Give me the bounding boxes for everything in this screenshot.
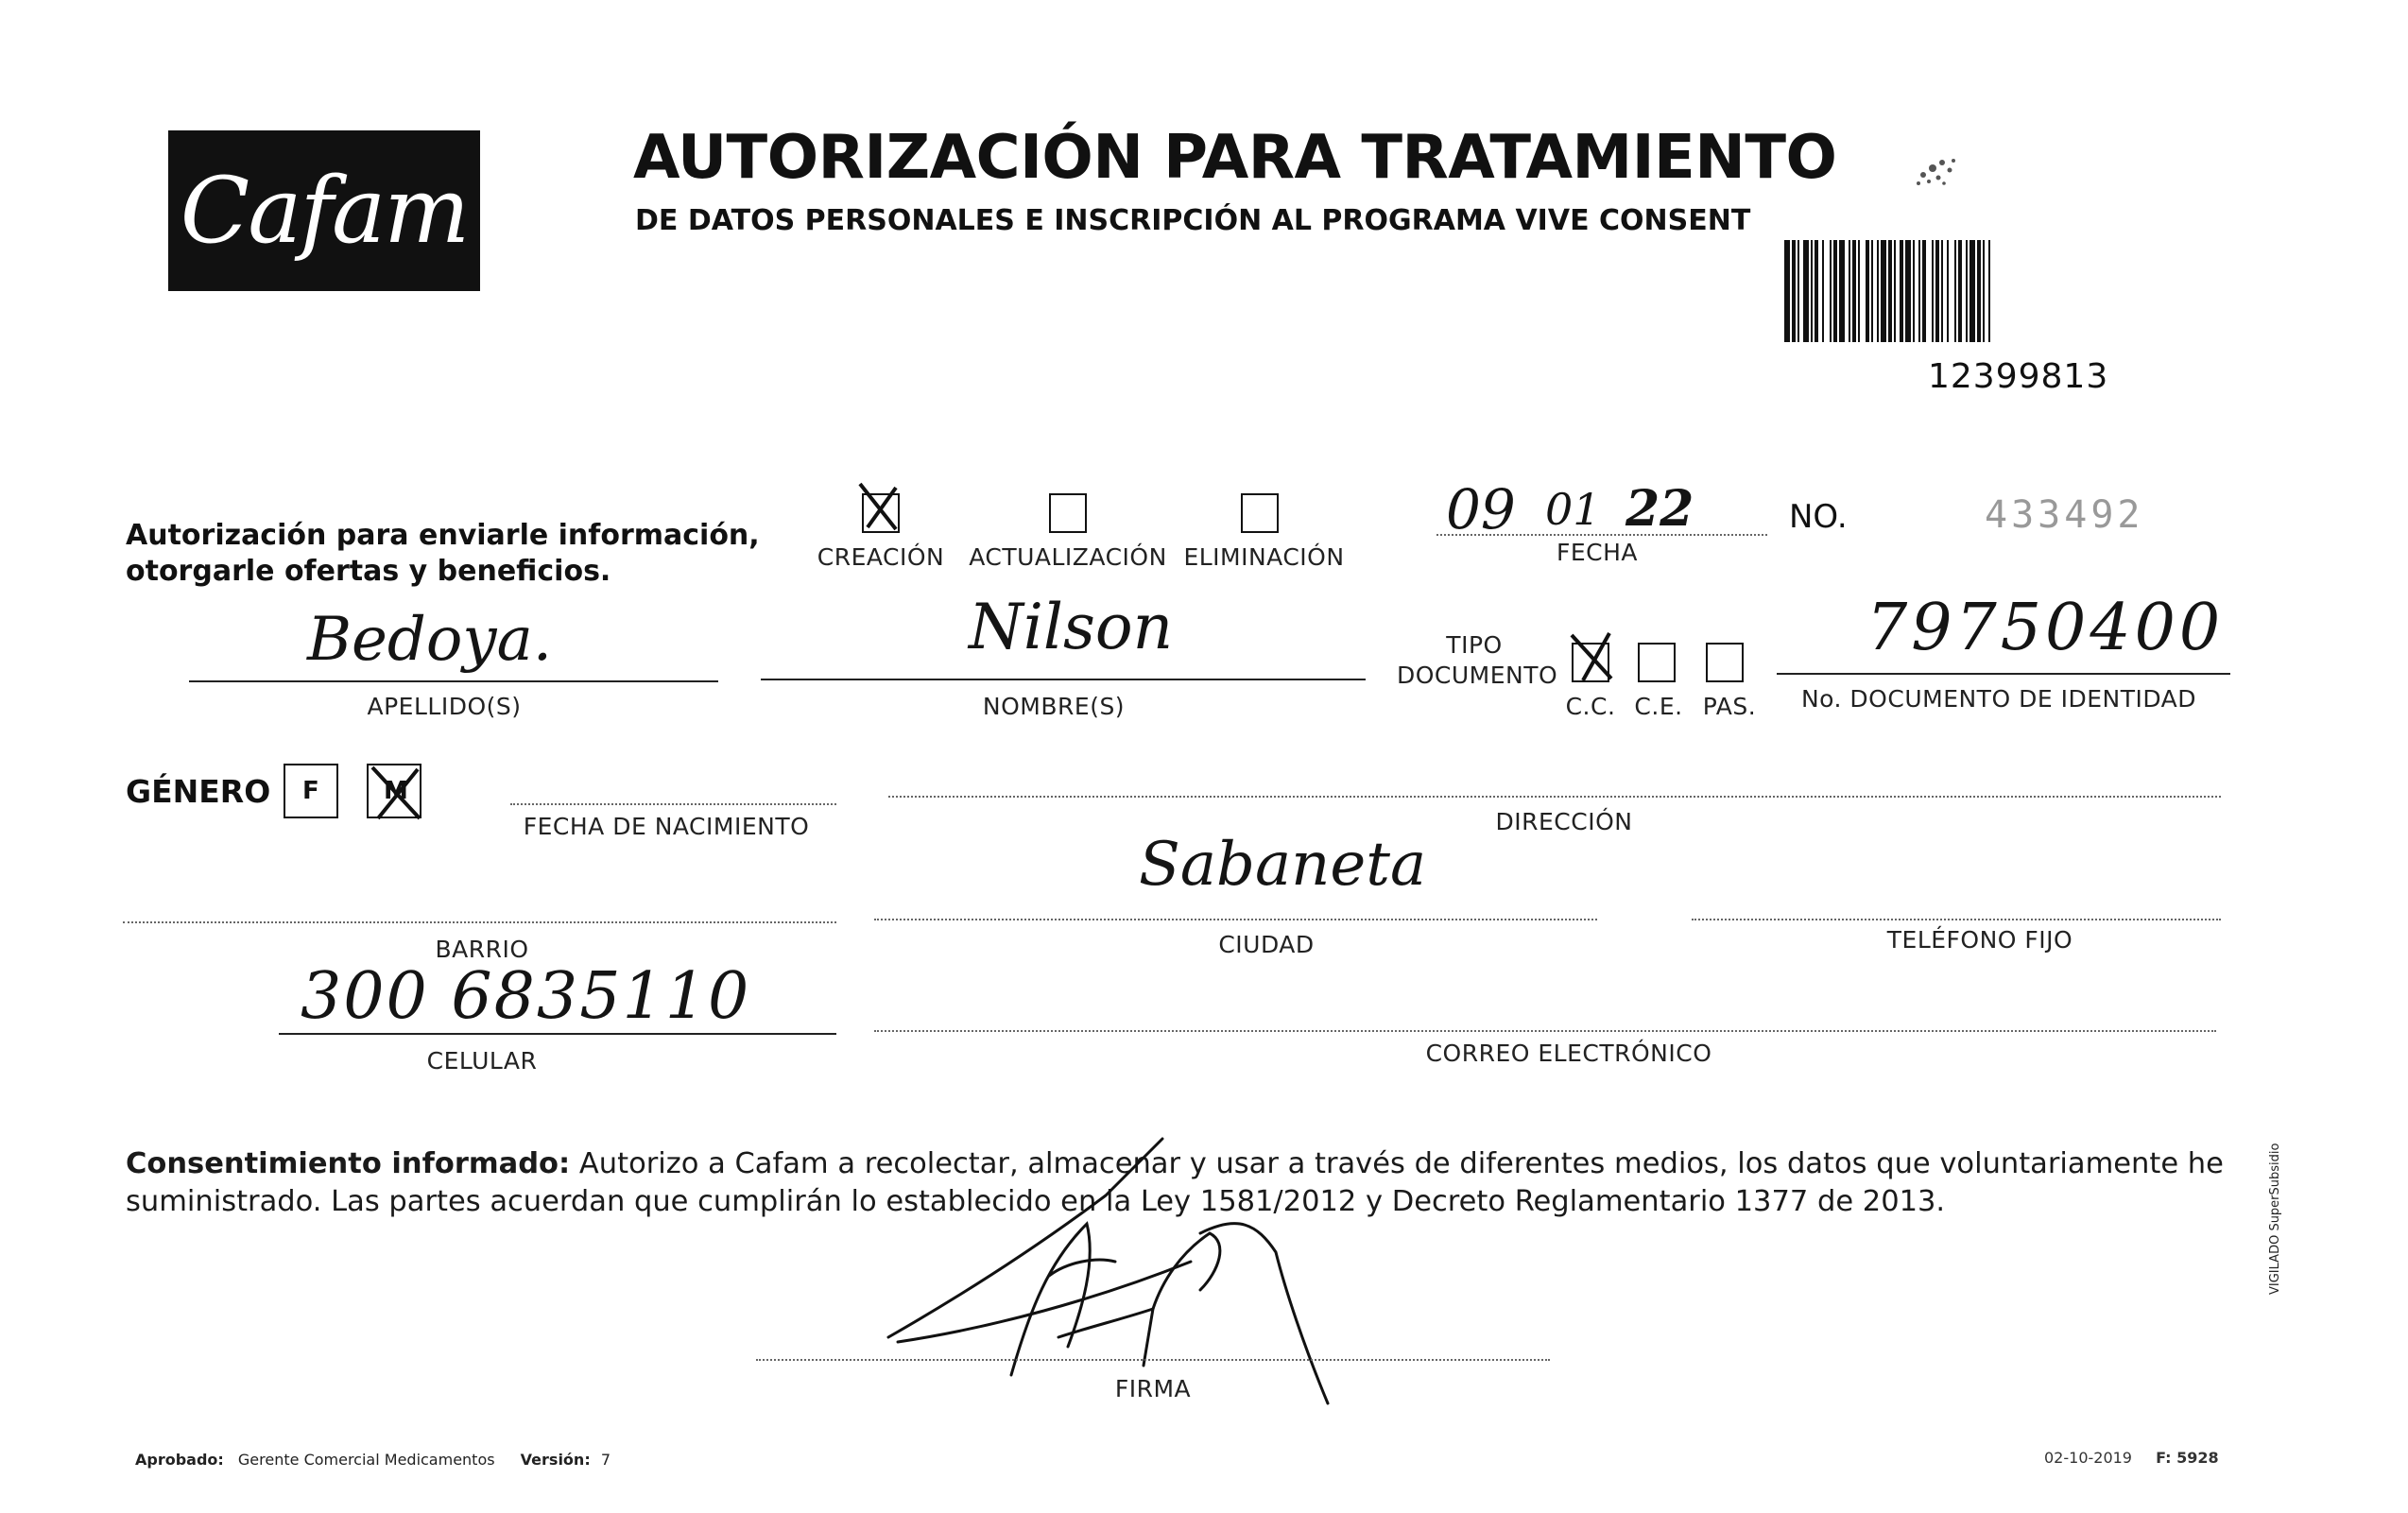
date-day: 09 xyxy=(1446,477,1516,542)
cc-checkbox[interactable] xyxy=(1572,643,1609,682)
barrio-label: BARRIO xyxy=(435,936,529,963)
ciudad-label: CIUDAD xyxy=(1218,931,1315,958)
fecha-nacimiento-line xyxy=(510,803,836,805)
consent-heading: Consentimiento informado: xyxy=(126,1147,571,1180)
stamp-smudge-icon xyxy=(1895,142,2008,198)
apellidos-line xyxy=(189,680,718,682)
aprobado-value: Gerente Comercial Medicamentos xyxy=(237,1451,495,1469)
pas-checkbox[interactable] xyxy=(1706,643,1744,682)
genero-f-label: F xyxy=(302,777,319,805)
genero-m-checkbox[interactable] xyxy=(367,764,421,818)
apellidos-value: Bedoya. xyxy=(307,605,553,675)
date-year: 22 xyxy=(1625,480,1694,538)
ce-checkbox[interactable] xyxy=(1638,643,1676,682)
telefono-fijo-line xyxy=(1692,919,2221,920)
footer-date: 02-10-2019 xyxy=(2044,1449,2132,1467)
correo-label: CORREO ELECTRÓNICO xyxy=(1425,1040,1712,1067)
genero-m-label: M xyxy=(384,777,408,805)
footer-approval xyxy=(135,1451,611,1469)
nombres-value: Nilson xyxy=(969,591,1174,663)
logo-text: Cafam xyxy=(180,158,469,264)
eliminacion-checkbox[interactable] xyxy=(1241,493,1279,533)
date-month: 01 xyxy=(1545,484,1601,535)
barrio-line xyxy=(123,921,836,923)
ciudad-line xyxy=(874,919,1597,920)
apellidos-label: APELLIDO(S) xyxy=(367,693,522,720)
document-subtitle: DE DATOS PERSONALES E INSCRIPCIÓN AL PROGRAMA VIVE CONSENT xyxy=(635,204,1751,237)
tipo-documento-label-1: TIPO xyxy=(1446,631,1503,659)
celular-line xyxy=(279,1033,836,1035)
signature-scribble-icon xyxy=(879,1120,1351,1413)
footer-code xyxy=(2044,1449,2219,1467)
fecha-nacimiento-label: FECHA DE NACIMIENTO xyxy=(523,813,810,840)
cc-label: C.C. xyxy=(1565,693,1616,720)
creacion-checkbox[interactable] xyxy=(862,493,900,533)
telefono-fijo-label: TELÉFONO FIJO xyxy=(1886,926,2073,954)
version-label: Versión: xyxy=(520,1451,591,1469)
vigilado-note: VIGILADO SuperSubsidio xyxy=(2268,1143,2282,1295)
correo-line xyxy=(874,1030,2216,1032)
date-label: FECHA xyxy=(1556,539,1639,566)
barcode-icon xyxy=(1784,240,2172,342)
numero-documento-line xyxy=(1777,673,2230,675)
nombres-label: NOMBRE(S) xyxy=(982,693,1126,720)
genero-label: GÉNERO xyxy=(126,773,271,810)
tipo-documento-label-2: DOCUMENTO xyxy=(1397,662,1558,689)
consent-body: Autorizo a Cafam a recolectar, almacenar y usar a través de diferentes medios, los datos que voluntariamente he suministrado. Las partes acuerdan que cumplirán lo establecido en la Ley 1581/2012 y Decreto Reglamentario 1377 de 2013. xyxy=(126,1147,2224,1218)
barcode-number: 12399813 xyxy=(1928,357,2109,396)
firma-line xyxy=(756,1359,1550,1361)
direccion-label: DIRECCIÓN xyxy=(1495,808,1633,835)
authorization-intro xyxy=(126,518,787,590)
genero-f-checkbox[interactable] xyxy=(284,764,338,818)
actualizacion-checkbox[interactable] xyxy=(1049,493,1087,533)
number-label: NO. xyxy=(1789,498,1848,536)
nombres-line xyxy=(761,679,1366,680)
firma-label: FIRMA xyxy=(1114,1375,1192,1402)
version-value: 7 xyxy=(600,1451,611,1469)
cafam-logo xyxy=(168,130,480,291)
check-mark-icon xyxy=(369,765,423,820)
check-mark-icon xyxy=(858,482,896,522)
ce-label: C.E. xyxy=(1634,693,1683,720)
numero-documento-label: No. DOCUMENTO DE IDENTIDAD xyxy=(1800,685,2197,713)
celular-label: CELULAR xyxy=(426,1047,538,1075)
numero-documento-value: 79750400 xyxy=(1866,591,2225,665)
aprobado-label: Aprobado: xyxy=(135,1451,224,1469)
ciudad-value: Sabaneta xyxy=(1139,830,1427,900)
intro-line-2: otorgarle ofertas y beneficios. xyxy=(126,555,611,588)
actualizacion-label: ACTUALIZACIÓN xyxy=(969,543,1167,571)
intro-line-1: Autorización para enviarle información, xyxy=(126,519,760,552)
direccion-line xyxy=(888,796,2221,798)
creacion-label: CREACIÓN xyxy=(817,543,945,571)
check-mark-icon xyxy=(1570,631,1608,671)
celular-value: 300 6835110 xyxy=(301,959,751,1034)
document-title: AUTORIZACIÓN PARA TRATAMIENTO xyxy=(633,123,1837,193)
eliminacion-label: ELIMINACIÓN xyxy=(1183,543,1345,571)
form-code: F: 5928 xyxy=(2156,1449,2219,1467)
date-line xyxy=(1436,534,1767,536)
form-number: 433492 xyxy=(1985,493,2144,537)
pas-label: PAS. xyxy=(1702,693,1757,720)
